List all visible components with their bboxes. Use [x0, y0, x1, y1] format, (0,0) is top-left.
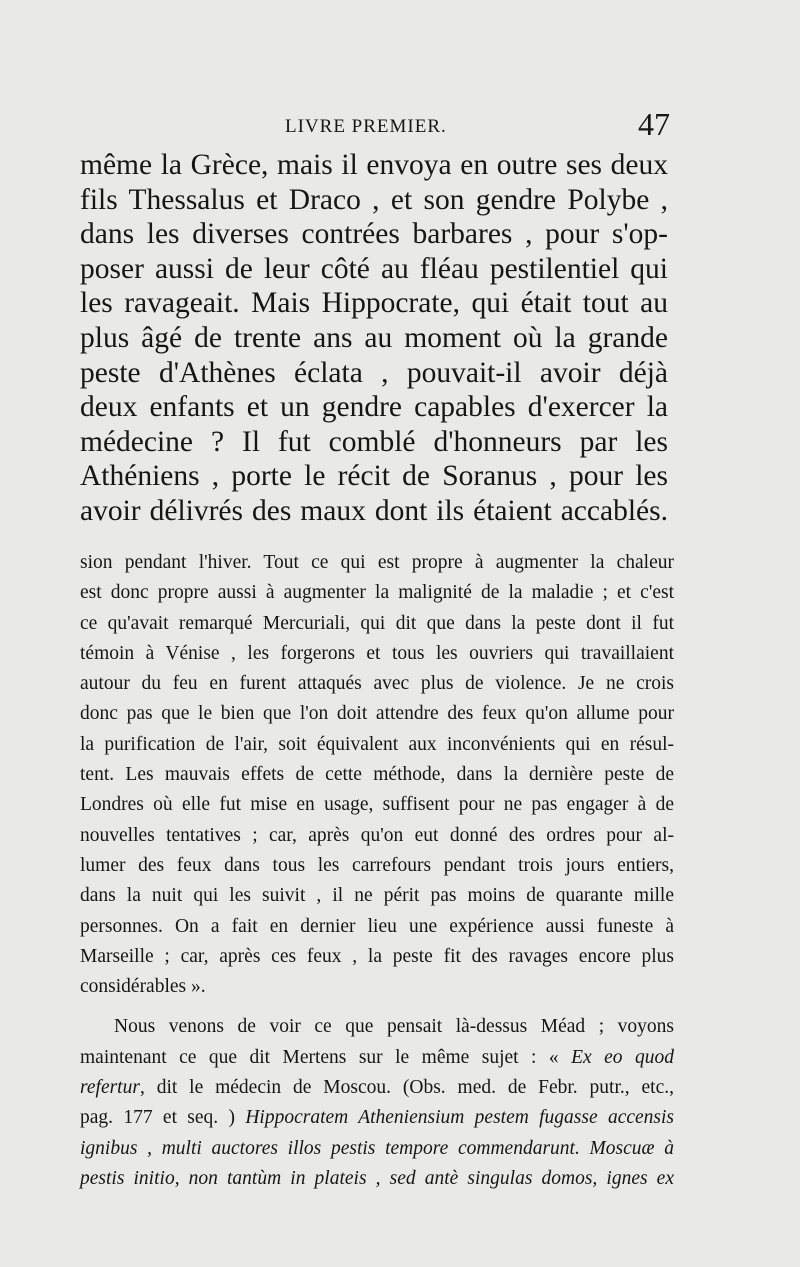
text-line: dans les diverses contrées barbares , pour s'op-	[80, 218, 668, 251]
text-line: médecine ? Il fut comblé d'honneurs par les	[80, 425, 668, 458]
text-line: poser aussi de leur côté au fléau pestilentiel qui	[80, 252, 668, 285]
text-line: avoir délivrés des maux dont ils étaient accablés.	[80, 494, 668, 527]
large-type-paragraph	[80, 148, 668, 529]
latin-quote: Ex eo quod	[571, 1046, 674, 1068]
text-line: considérables ».	[80, 976, 206, 998]
text-line: tent. Les mauvais effets de cette méthode, dans la dernière peste de	[80, 764, 674, 786]
text-line: Nous venons de voir ce que pensait là-dessus Méad ; voyons	[114, 1016, 674, 1038]
page-header	[80, 106, 670, 146]
small-paragraph-2	[80, 1012, 674, 1194]
text-line: Londres où elle fut mise en usage, suffisent pour ne pas engager à de	[80, 794, 674, 816]
text-line	[80, 1043, 674, 1073]
latin-quote-line: ignibus , multi auctores illos pestis tempore commendarunt. Moscuæ à	[80, 1137, 674, 1159]
text-line: donc pas que le bien que l'on doit attendre des feux qu'on allume pour	[80, 703, 674, 725]
text-line: autour du feu en furent attaqués avec plus de violence. Je ne crois	[80, 673, 674, 695]
text-line: peste d'Athènes éclata , pouvait-il avoir déjà	[80, 356, 668, 389]
text-line	[80, 1073, 674, 1103]
text-line: Marseille ; car, après ces feux , la peste fit des ravages encore plus	[80, 945, 674, 967]
page-number: 47	[638, 106, 670, 142]
text-line: dans la nuit qui les suivit , il ne périt pas moins de quarante mille	[80, 885, 674, 907]
text-line: fils Thessalus et Draco , et son gendre Polybe ,	[80, 183, 668, 216]
text-line: même la Grèce, mais il envoya en outre ses deux	[80, 149, 668, 181]
text-run: pag. 177 et seq. )	[80, 1107, 235, 1129]
latin-quote: refertur	[80, 1077, 140, 1099]
text-run: , dit le médecin de Moscou. (Obs. med. de Febr. putr., etc.,	[139, 1077, 674, 1099]
text-line	[80, 1103, 674, 1133]
text-line: les ravageait. Mais Hippocrate, qui était tout au	[80, 287, 668, 320]
small-paragraph-1	[80, 548, 674, 1002]
text-line: Athéniens , porte le récit de Soranus , pour les	[80, 460, 668, 493]
text-line: est donc propre aussi à augmenter la malignité de la maladie ; et c'est	[80, 582, 674, 604]
text-line: nouvelles tentatives ; car, après qu'on eut donné des ordres pour al-	[80, 824, 674, 846]
text-line: plus âgé de trente ans au moment où la grande	[80, 321, 668, 354]
text-line: personnes. On a fait en dernier lieu une expérience aussi funeste à	[80, 915, 674, 937]
running-head: LIVRE PREMIER.	[285, 116, 447, 137]
paragraph-gap	[80, 1002, 674, 1012]
text-line: lumer des feux dans tous les carrefours pendant trois jours entiers,	[80, 854, 674, 876]
latin-quote: Hippocratem Atheniensium pestem fugasse accensis	[245, 1107, 675, 1129]
text-line: ce qu'avait remarqué Mercuriali, qui dit que dans la peste dont il fut	[80, 612, 674, 634]
text-line: sion pendant l'hiver. Tout ce qui est propre à augmenter la chaleur	[80, 552, 674, 573]
text-line: la purification de l'air, soit équivalent aux inconvénients qui en résul-	[80, 733, 674, 755]
latin-quote-line: pestis initio, non tantùm in plateis , sed antè singulas domos, ignes ex	[80, 1167, 674, 1189]
text-run: maintenant ce que dit Mertens sur le même sujet : «	[80, 1046, 559, 1068]
text-line: deux enfants et un gendre capables d'exercer la	[80, 391, 668, 424]
text-line: témoin à Vénise , les forgerons et tous les ouvriers qui travaillaient	[80, 642, 674, 664]
small-type-section	[80, 548, 674, 1194]
